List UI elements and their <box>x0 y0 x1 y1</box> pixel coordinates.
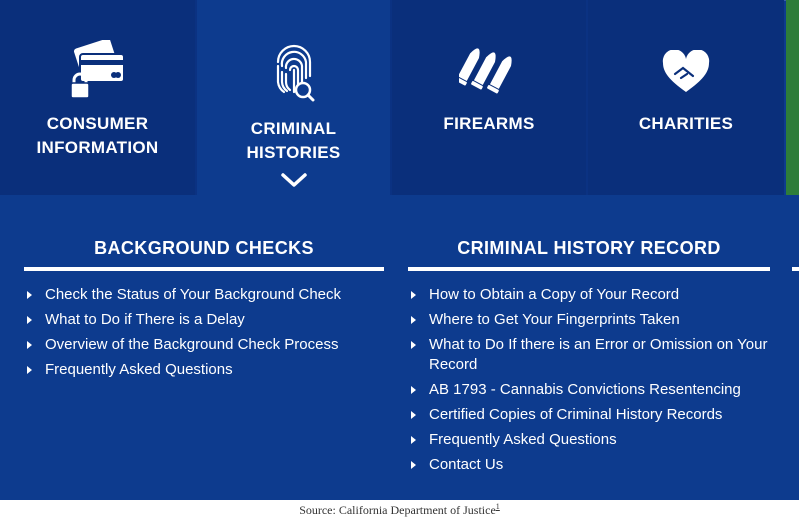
link-text: Where to Get Your Fingerprints Taken <box>429 311 680 328</box>
footnote-link[interactable]: 1 <box>495 502 500 511</box>
link-text: Overview of the Background Check Process <box>45 336 339 353</box>
tile-label-line2: INFORMATION <box>36 138 159 157</box>
caret-right-icon <box>27 366 32 374</box>
caret-right-icon <box>411 341 416 349</box>
tile-firearms[interactable] <box>392 0 586 195</box>
link-contact-us[interactable] <box>408 455 768 475</box>
link-error-omission[interactable] <box>408 335 768 375</box>
link-text: How to Obtain a Copy of Your Record <box>429 286 680 303</box>
tile-label-line1: CONSUMER <box>46 114 149 133</box>
link-overview[interactable] <box>24 335 389 355</box>
tile-criminal-histories[interactable] <box>197 0 390 195</box>
link-text: AB 1793 - Cannabis Convictions Resentencing <box>429 381 741 398</box>
caret-right-icon <box>411 411 416 419</box>
link-faq[interactable] <box>24 360 389 380</box>
background-checks-links <box>24 285 389 385</box>
bullets-icon <box>459 40 519 103</box>
caret-right-icon <box>411 386 416 394</box>
fingerprint-icon <box>272 42 316 107</box>
caret-right-icon <box>27 341 32 349</box>
section-title-criminal-history-record: CRIMINAL HISTORY RECORD <box>457 238 721 258</box>
nav-tiles <box>0 0 799 195</box>
link-obtain-copy[interactable] <box>408 285 768 305</box>
link-certified-copies[interactable] <box>408 405 768 425</box>
tile-label-line2: HISTORIES <box>246 143 341 162</box>
caption-text: Source: California Department of Justice <box>299 503 496 517</box>
section-title-background-checks: BACKGROUND CHECKS <box>94 238 314 258</box>
caret-right-icon <box>411 436 416 444</box>
link-fingerprints[interactable] <box>408 310 768 330</box>
next-tile-edge <box>786 0 799 195</box>
link-text: Certified Copies of Criminal History Records <box>429 406 723 423</box>
credit-card-lock-icon <box>68 40 128 107</box>
caret-right-icon <box>411 291 416 299</box>
link-text: What to Do If there is an Error or Omission on Your Record <box>429 336 768 373</box>
caret-right-icon <box>27 291 32 299</box>
caret-right-icon <box>411 316 416 324</box>
criminal-history-record-links <box>408 285 768 480</box>
link-text: What to Do if There is a Delay <box>45 311 245 328</box>
link-text: Frequently Asked Questions <box>429 431 617 448</box>
tile-label-line1: FIREARMS <box>443 114 535 133</box>
link-text: Check the Status of Your Background Check <box>45 286 342 303</box>
caret-right-icon <box>411 461 416 469</box>
source-caption <box>0 502 799 518</box>
caret-right-icon <box>27 316 32 324</box>
link-text: Frequently Asked Questions <box>45 361 233 378</box>
tile-consumer-information[interactable] <box>0 0 195 195</box>
link-text: Contact Us <box>429 456 504 473</box>
link-delay[interactable] <box>24 310 389 330</box>
next-section-rule <box>792 267 799 271</box>
link-ab-1793[interactable] <box>408 380 768 400</box>
link-check-status[interactable] <box>24 285 389 305</box>
section-rule <box>408 267 770 271</box>
link-faq[interactable] <box>408 430 768 450</box>
tile-label-line1: CHARITIES <box>638 114 734 133</box>
tile-charities[interactable] <box>588 0 784 195</box>
section-rule <box>24 267 384 271</box>
chevron-down-icon <box>280 172 308 193</box>
tile-label-line1: CRIMINAL <box>250 119 337 138</box>
heart-hands-icon <box>661 50 711 99</box>
